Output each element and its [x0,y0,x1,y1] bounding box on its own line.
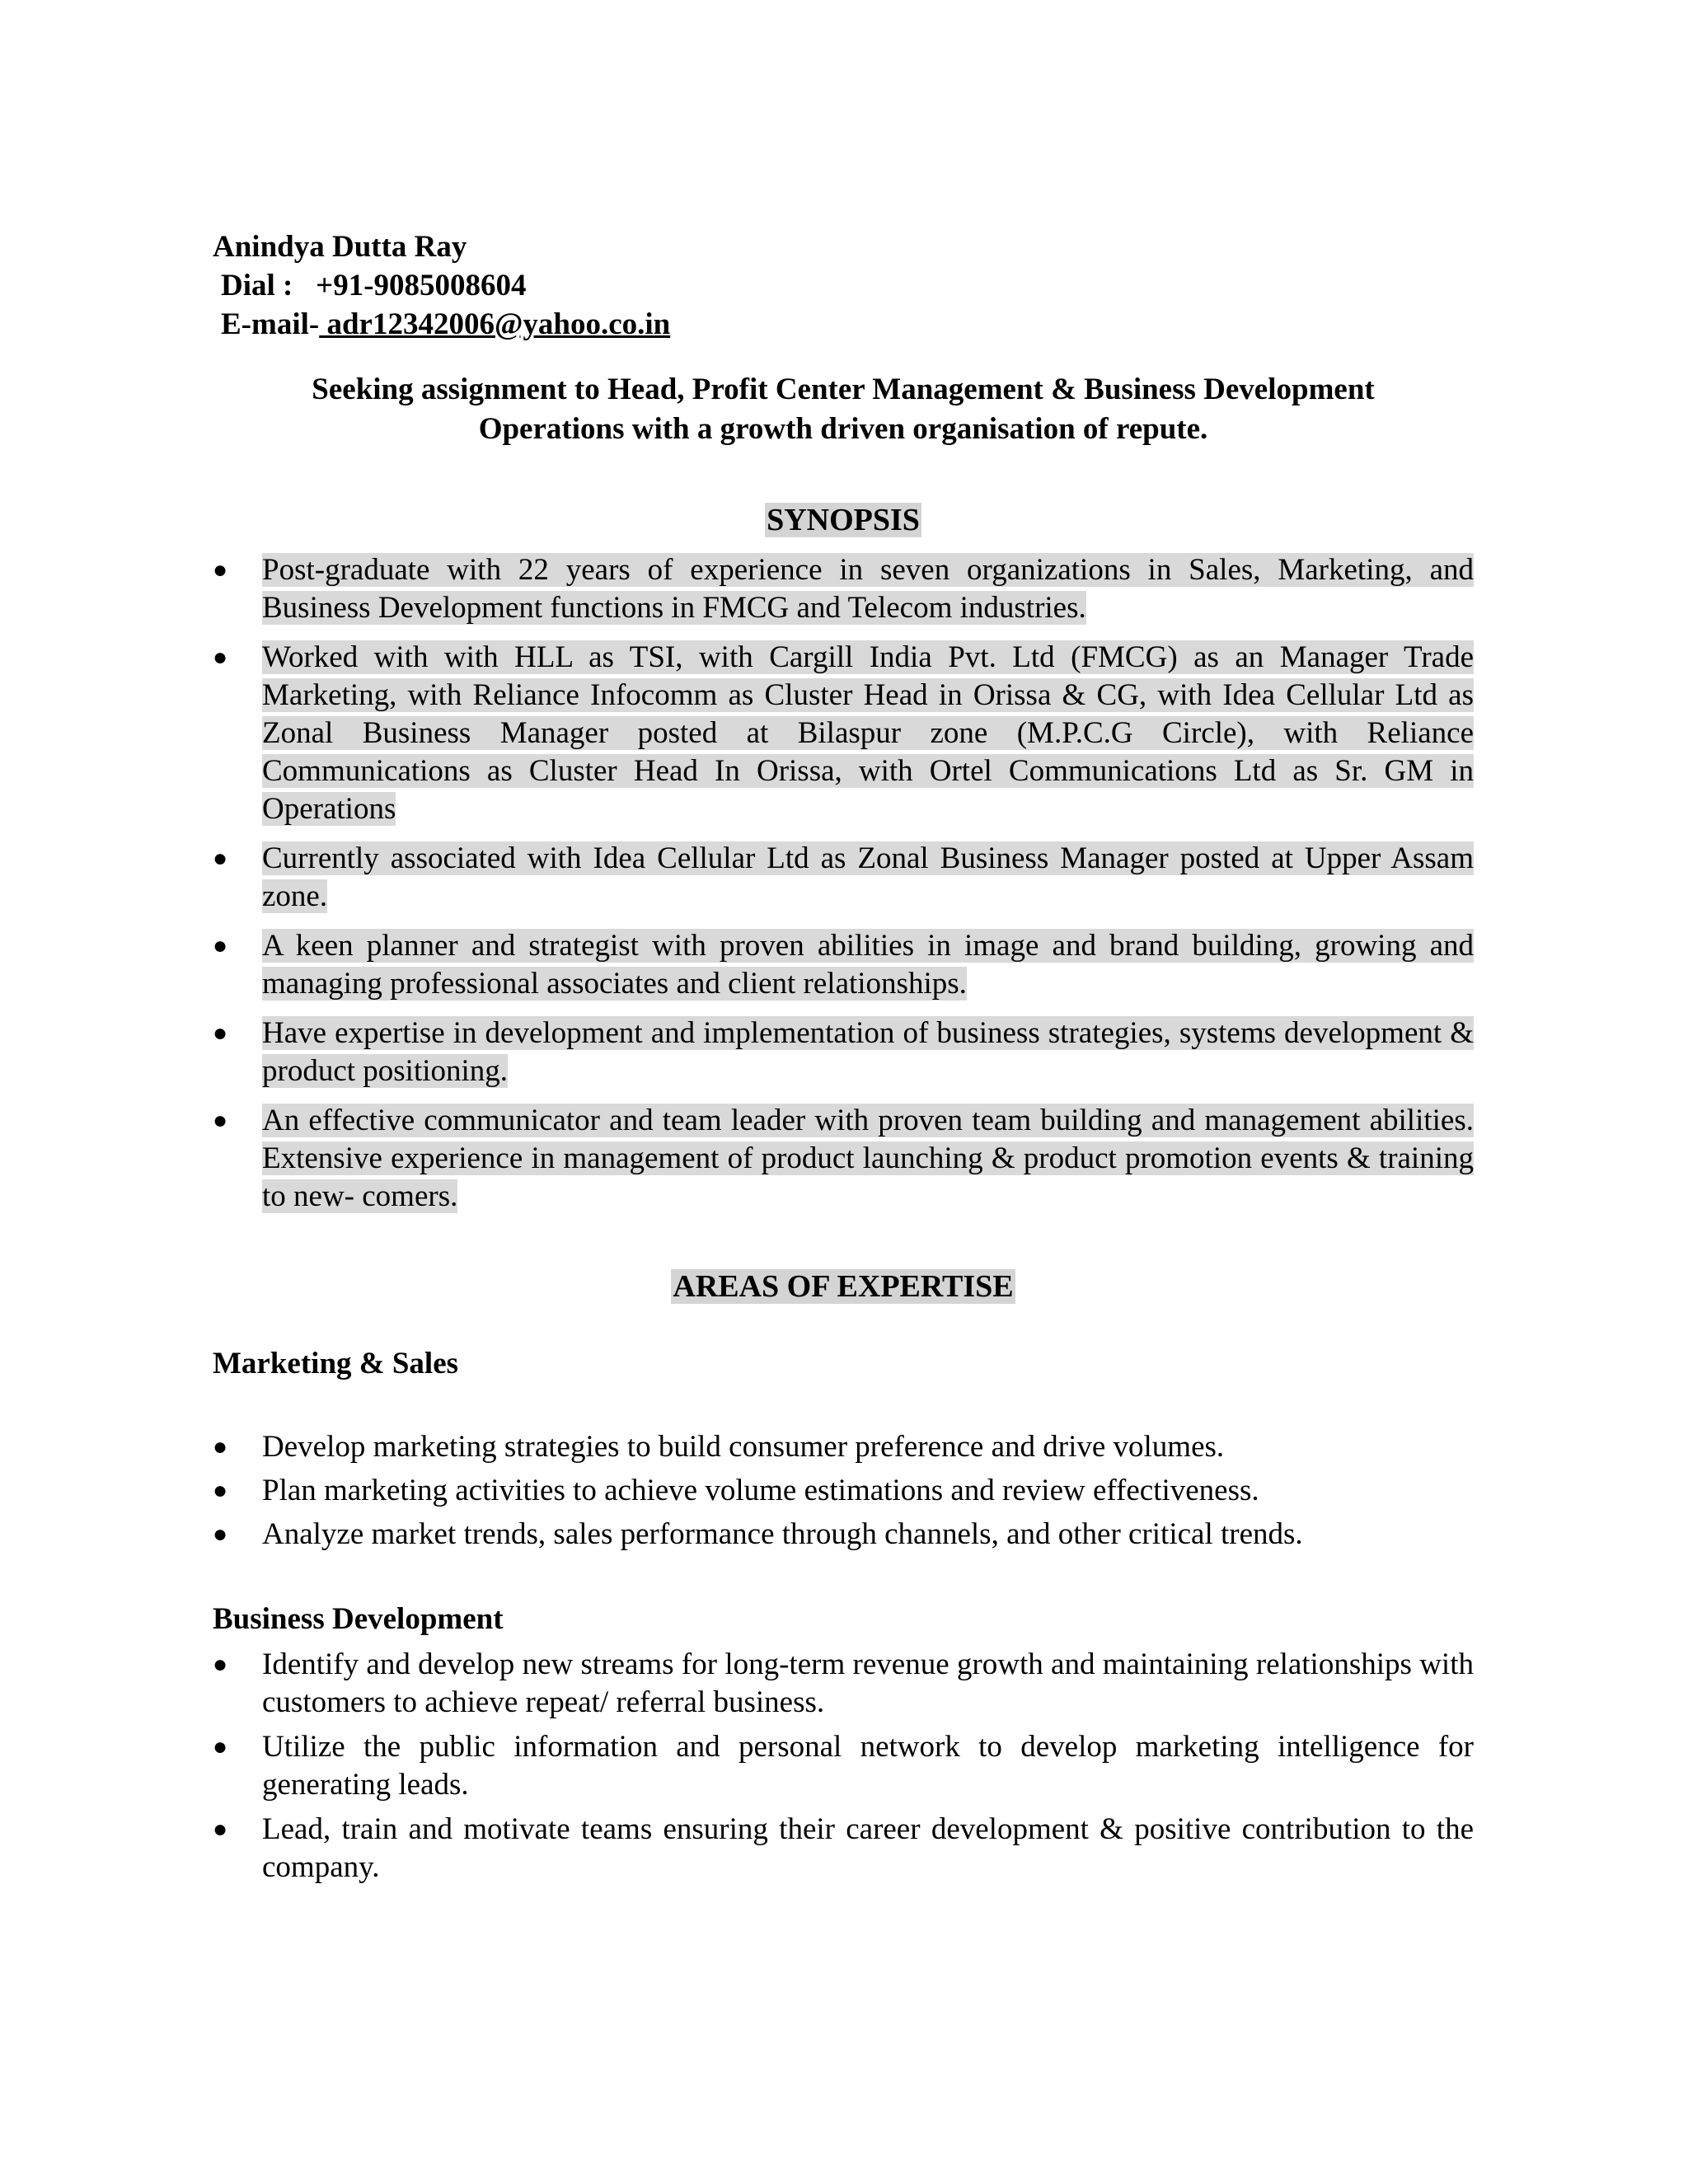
business-item: ● Lead, train and motivate teams ensuring their career development & positive contribution to the company. [213,1812,1474,1884]
marketing-list [213,1428,1474,1554]
business-development-heading: Business Development [213,1602,504,1636]
bullet-icon: ● [213,1019,228,1047]
bullet-icon: ● [213,1477,228,1504]
synopsis-list [213,551,1474,1216]
email-label: E-mail- [221,307,320,341]
objective-line-2: Operations with a growth driven organisation of repute. [478,412,1208,446]
objective-line-1: Seeking assignment to Head, Profit Center Management & Business Development [312,373,1375,406]
synopsis-item: ● Currently associated with Idea Cellular Ltd as Zonal Business Manager posted at Upper Assam zone. [213,841,1474,913]
career-objective [213,370,1474,449]
dial-line [213,266,1474,305]
business-item: ● Utilize the public information and personal network to develop marketing intelligence for generating leads. [213,1730,1474,1802]
email-link[interactable]: adr12342006@yahoo.co.in [319,307,671,341]
bullet-icon: ● [213,1107,228,1134]
synopsis-item: ● Post-graduate with 22 years of experience in seven organizations in Sales, Marketing, and Business Development functions in FMCG and Telecom industries. [213,553,1474,625]
bullet-icon: ● [213,932,228,959]
marketing-sales-heading: Marketing & Sales [213,1347,459,1380]
bullet-icon: ● [213,1733,228,1760]
marketing-item: ● Plan marketing activities to achieve volume estimations and review effectiveness. [213,1472,1474,1510]
email-line [213,305,1474,344]
synopsis-item: ● Have expertise in development and implementation of business strategies, systems development & product positioning. [213,1016,1474,1088]
dial-label: Dial : [221,269,293,302]
bullet-icon: ● [213,1651,228,1678]
synopsis-title: SYNOPSIS [767,503,920,537]
synopsis-item: ● A keen planner and strategist with proven abilities in image and brand building, growing and managing professional associates and client relationships. [213,929,1474,1001]
bullet-icon: ● [213,1433,228,1460]
business-item: ● Identify and develop new streams for long-term revenue growth and maintaining relationships with customers to achieve repeat/ referral business. [213,1647,1474,1719]
marketing-item: ● Analyze market trends, sales performance through channels, and other critical trends. [213,1516,1474,1554]
dial-value: +91-9085008604 [316,269,527,302]
bullet-icon: ● [213,845,228,872]
candidate-name: Anindya Dutta Ray [213,230,467,264]
business-development-list [213,1646,1474,1886]
bullet-icon: ● [213,644,228,671]
synopsis-item: ● An effective communicator and team leader with proven team building and management abilities. Extensive experience in management of product launching & product promotion events & training to new- comers. [213,1104,1474,1213]
synopsis-item: ● Worked with with HLL as TSI, with Cargill India Pvt. Ltd (FMCG) as an Manager Trade Marketing, with Reliance Infocomm as Cluster Head in Orissa & CG, with Idea Cellular Ltd as Zonal Business Manager posted at Bilaspur zone (M.P.C.G Circle), with Reliance Communications as Cluster Head In Orissa, with Ortel Communications Ltd as Sr. GM in Operations [213,640,1474,826]
resume-page [213,227,1474,1886]
marketing-item: ● Develop marketing strategies to build consumer preference and drive volumes. [213,1428,1474,1466]
synopsis-heading [213,500,1474,540]
contact-header [213,227,1474,344]
bullet-icon: ● [213,556,228,583]
bullet-icon: ● [213,1816,228,1843]
bullet-icon: ● [213,1521,228,1548]
expertise-heading [213,1267,1474,1306]
expertise-title: AREAS OF EXPERTISE [673,1269,1014,1304]
